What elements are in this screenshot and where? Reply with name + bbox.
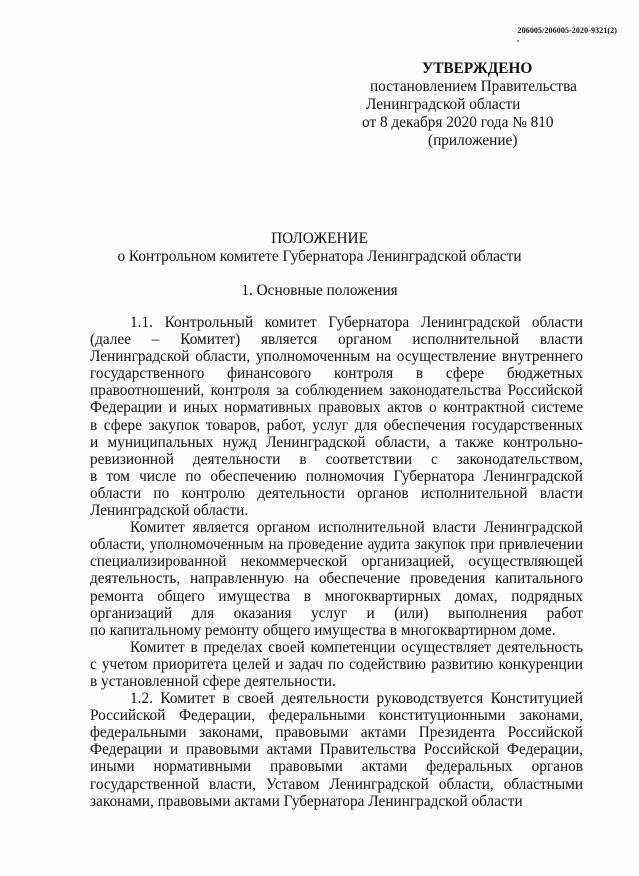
approval-title: УТВЕРЖДЕНО (422, 60, 533, 77)
paragraph (90, 314, 583, 519)
paragraph (90, 690, 583, 810)
paragraph-line: Федерации и правовыми актами Правительства Российской Федерации, (90, 741, 583, 759)
document-number: 206005/206005-2020-9321(2) (517, 26, 617, 35)
paragraph-line: Комитет в пределах своей компетенции осуществляет деятельность (130, 638, 583, 656)
scan-speck (517, 40, 519, 42)
paragraph-line: Федерации и иных нормативных правовых актов о контрактной системе (90, 399, 583, 417)
document-body (90, 314, 583, 810)
paragraph-line: Ленинградской области, уполномоченным на осуществление внутреннего (90, 348, 583, 366)
paragraph-line: специализированной некоммерческой организацией, осуществляющей (90, 553, 583, 571)
paragraph-line: ревизионной деятельности в соответствии с законодательством, (90, 450, 583, 468)
approval-line: от 8 декабря 2020 года № 810 (362, 114, 554, 131)
paragraph-line: 1.1. Контрольный комитет Губернатора Ленинградской области (130, 314, 583, 331)
paragraph-line: с учетом приоритета целей и задач по содействию развитию конкуренции (90, 655, 583, 673)
paragraph-line: законами, правовыми актами Губернатора Ленинградской области (90, 792, 523, 810)
paragraph-line: 1.2. Комитет в своей деятельности руководствуется Конституцией (130, 690, 583, 708)
section-heading: 1. Основные положения (241, 282, 398, 299)
paragraph (90, 639, 583, 690)
paragraph-line: деятельность, направленную на обеспечение проведения капитального (90, 570, 583, 588)
paragraph-line: (далее – Комитет) является органом исполнительной власти (90, 331, 583, 349)
paragraph-line: Комитет является органом исполнительной власти Ленинградской (130, 519, 583, 537)
paragraph-line: в сфере закупок товаров, работ, услуг для обеспечения государственных (90, 416, 583, 434)
paragraph-line: в установленной сфере деятельности. (90, 672, 336, 690)
paragraph-line: государственной власти, Уставом Ленинградской области, областными (90, 775, 583, 793)
document-subtitle: о Контрольном комитете Губернатора Ленинградской области (117, 248, 522, 265)
paragraph-line: в том числе по обеспечению полномочия Губернатора Ленинградской (90, 467, 583, 485)
paragraph-line: федеральными законами, правовыми актами Президента Российской (90, 724, 583, 742)
approval-line: (приложение) (428, 132, 518, 149)
paragraph-line: области по контролю деятельности органов исполнительной власти (90, 484, 583, 502)
paragraph-line: иными нормативными правовыми актами федеральных органов (90, 758, 583, 776)
paragraph (90, 519, 583, 639)
paragraph-line: Российской Федерации, федеральными конституционными законами, (90, 707, 583, 725)
paragraph-line: области, уполномоченным на проведение аудита закупок при привлечении (90, 536, 583, 554)
approval-line: постановлением Правительства (370, 78, 577, 95)
paragraph-line: по капитальному ремонту общего имущества в многоквартирном доме. (90, 621, 556, 639)
paragraph-line: и муниципальных нужд Ленинградской области, а также контрольно- (90, 433, 583, 451)
paragraph-line: организаций для оказания услуг и (или) выполнения работ (90, 604, 583, 622)
approval-block (362, 60, 622, 150)
approval-line: Ленинградской области (366, 96, 521, 113)
paragraph-line: ремонта общего имущества в многоквартирных домах, подрядных (90, 587, 583, 605)
paragraph-line: правоотношений, контроля за соблюдением законодательства Российской (90, 382, 583, 400)
paragraph-line: государственного финансового контроля в сфере бюджетных (90, 365, 583, 383)
document-title: ПОЛОЖЕНИЕ (271, 230, 368, 247)
paragraph-line: Ленинградской области. (90, 502, 249, 520)
